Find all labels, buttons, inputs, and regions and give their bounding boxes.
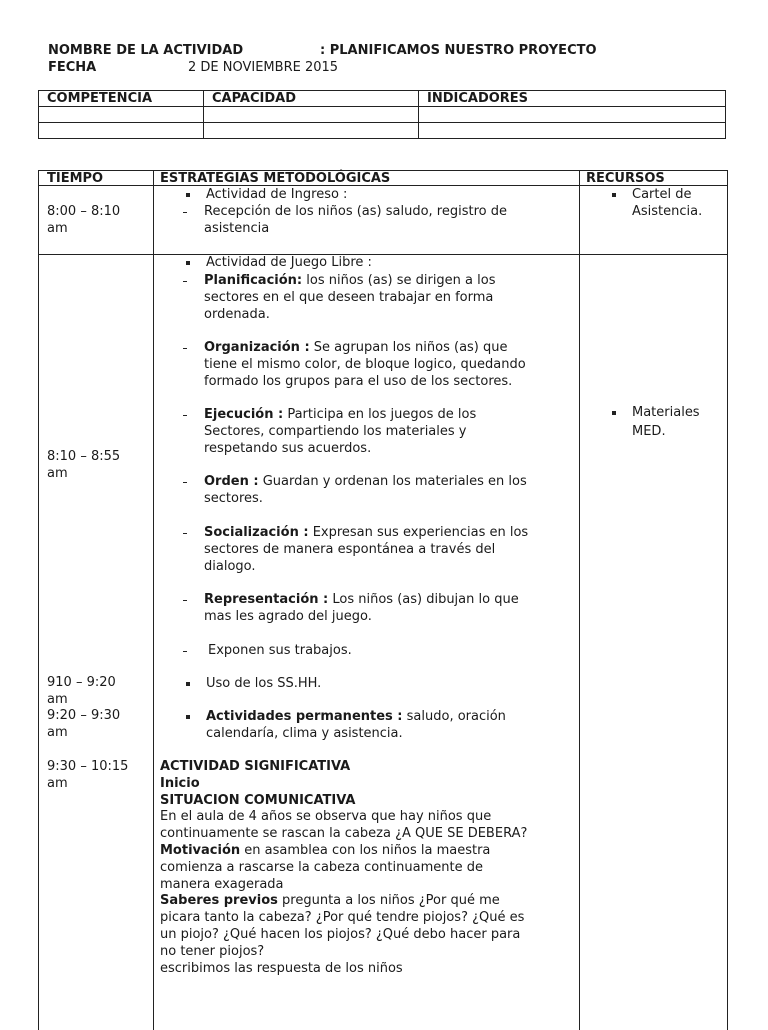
- inicio-title: Inicio: [160, 776, 200, 791]
- ejecucion-line: Sectores, compartiendo los materiales y: [204, 424, 467, 439]
- ingreso-line: asistencia: [204, 221, 270, 236]
- motivacion-line: manera exagerada: [160, 877, 284, 892]
- indicators-header: INDICADORES: [419, 91, 726, 107]
- resource-item: MED.: [632, 424, 666, 439]
- ejecucion-line: respetando sus acuerdos.: [204, 441, 372, 456]
- orden-line: sectores.: [204, 491, 263, 506]
- representacion-term: Representación :: [204, 592, 329, 607]
- planificacion-line: [204, 272, 496, 289]
- permanentes-line: calendaría, clima y asistencia.: [206, 726, 403, 741]
- saberes-line: picara tanto la cabeza? ¿Por qué tendre piojos? ¿Qué es: [160, 910, 525, 925]
- exponen-line: Exponen sus trabajos.: [208, 643, 352, 658]
- escribimos-line: escribimos las respuesta de los niños: [160, 961, 403, 976]
- time-slot-suffix: am: [47, 725, 68, 740]
- saberes-term: Saberes previos: [160, 893, 278, 908]
- time-slot: 9:30 – 10:15: [47, 759, 129, 774]
- time-slot-suffix: am: [47, 692, 68, 707]
- planificacion-text: los niños (as) se dirigen a los: [302, 273, 496, 288]
- organizacion-line: [204, 339, 508, 356]
- permanentes-term: Actividades permanentes :: [206, 709, 403, 724]
- time-slot: 9:20 – 9:30: [47, 708, 121, 723]
- resources-header: RECURSOS: [586, 171, 665, 186]
- column-divider: [579, 170, 580, 1030]
- indicators-cell: [419, 107, 726, 123]
- permanentes-line: [206, 708, 506, 725]
- sshh-line: Uso de los SS.HH.: [206, 676, 322, 691]
- competency-table: [38, 90, 726, 139]
- motivacion-text: en asamblea con los niños la maestra: [240, 843, 491, 858]
- orden-term: Orden :: [204, 474, 259, 489]
- motivacion-line: comienza a rascarse la cabeza continuamente de: [160, 860, 483, 875]
- representacion-line: [204, 591, 519, 608]
- time-slot: 8:00 – 8:10: [47, 204, 121, 219]
- time-slot-suffix: am: [47, 466, 68, 481]
- date-value: 2 DE NOVIEMBRE 2015: [188, 60, 339, 75]
- activity-colon: : PLANIFICAMOS NUESTRO PROYECTO: [320, 43, 597, 58]
- permanentes-text: saludo, oración: [402, 709, 506, 724]
- bullet-icon: [612, 411, 616, 415]
- date-label: FECHA: [48, 60, 97, 75]
- competency-cell: [39, 107, 204, 123]
- activity-value: [320, 43, 597, 59]
- dash-icon: [183, 212, 187, 213]
- bullet-icon: [612, 193, 616, 197]
- ejecucion-text: Participa en los juegos de los: [283, 407, 477, 422]
- organizacion-text: Se agrupan los niños (as) que: [309, 340, 508, 355]
- column-divider: [153, 170, 154, 1030]
- saberes-line: no tener piojos?: [160, 944, 265, 959]
- dash-icon: [183, 348, 187, 349]
- socializacion-line: sectores de manera espontánea a través del: [204, 542, 496, 557]
- bullet-icon: [186, 715, 190, 719]
- dash-icon: [183, 600, 187, 601]
- planificacion-line: ordenada.: [204, 307, 270, 322]
- socializacion-line: dialogo.: [204, 559, 256, 574]
- representacion-line: mas les agrado del juego.: [204, 609, 372, 624]
- planificacion-line: sectores en el que deseen trabajar en forma: [204, 290, 494, 305]
- organizacion-line: tiene el mismo color, de bloque logico, quedando: [204, 357, 526, 372]
- capacity-cell: [204, 107, 419, 123]
- strategies-header: ESTRATEGIAS METODOLÓGICAS: [160, 171, 391, 186]
- resource-item: Cartel de: [632, 187, 692, 202]
- organizacion-line: formado los grupos para el uso de los sectores.: [204, 374, 513, 389]
- dash-icon: [183, 533, 187, 534]
- ingreso-title: Actividad de Ingreso :: [206, 187, 348, 202]
- resource-item: Materiales: [632, 405, 700, 420]
- situacion-line: En el aula de 4 años se observa que hay niños que: [160, 809, 492, 824]
- capacity-cell: [204, 123, 419, 139]
- time-slot-suffix: am: [47, 776, 68, 791]
- dash-icon: [183, 651, 187, 652]
- juego-title: Actividad de Juego Libre :: [206, 255, 372, 270]
- orden-line: [204, 473, 527, 490]
- motivacion-term: Motivación: [160, 843, 241, 858]
- situacion-line: continuamente se rascan la cabeza ¿A QUE SE DEBERA?: [160, 826, 528, 841]
- saberes-line: [160, 892, 500, 909]
- socializacion-text: Expresan sus experiencias en los: [308, 525, 529, 540]
- time-slot-suffix: am: [47, 221, 68, 236]
- time-header: TIEMPO: [47, 171, 104, 186]
- resource-item: Asistencia.: [632, 204, 703, 219]
- socializacion-line: [204, 524, 528, 541]
- row-divider: [39, 254, 727, 255]
- indicators-cell: [419, 123, 726, 139]
- capacity-header: CAPACIDAD: [204, 91, 419, 107]
- orden-text: Guardan y ordenan los materiales en los: [258, 474, 527, 489]
- organizacion-term: Organización :: [204, 340, 310, 355]
- socializacion-term: Socialización :: [204, 525, 309, 540]
- activity-label: NOMBRE DE LA ACTIVIDAD: [48, 43, 244, 58]
- ejecucion-line: [204, 406, 476, 423]
- dash-icon: [183, 415, 187, 416]
- time-slot: 8:10 – 8:55: [47, 449, 121, 464]
- saberes-line: un piojo? ¿Qué hacen los piojos? ¿Qué debo hacer para: [160, 927, 521, 942]
- bullet-icon: [186, 682, 190, 686]
- planificacion-term: Planificación:: [204, 273, 303, 288]
- ingreso-line: Recepción de los niños (as) saludo, registro de: [204, 204, 507, 219]
- dash-icon: [183, 281, 187, 282]
- bullet-icon: [186, 261, 190, 265]
- representacion-text: Los niños (as) dibujan lo que: [328, 592, 519, 607]
- situacion-title: SITUACION COMUNICATIVA: [160, 793, 356, 808]
- significativa-title: ACTIVIDAD SIGNIFICATIVA: [160, 759, 351, 774]
- motivacion-line: [160, 842, 490, 859]
- competency-header: COMPETENCIA: [39, 91, 204, 107]
- bullet-icon: [186, 193, 190, 197]
- ejecucion-term: Ejecución :: [204, 407, 284, 422]
- time-slot: 910 – 9:20: [47, 675, 116, 690]
- dash-icon: [183, 482, 187, 483]
- saberes-text: pregunta a los niños ¿Por qué me: [277, 893, 500, 908]
- competency-cell: [39, 123, 204, 139]
